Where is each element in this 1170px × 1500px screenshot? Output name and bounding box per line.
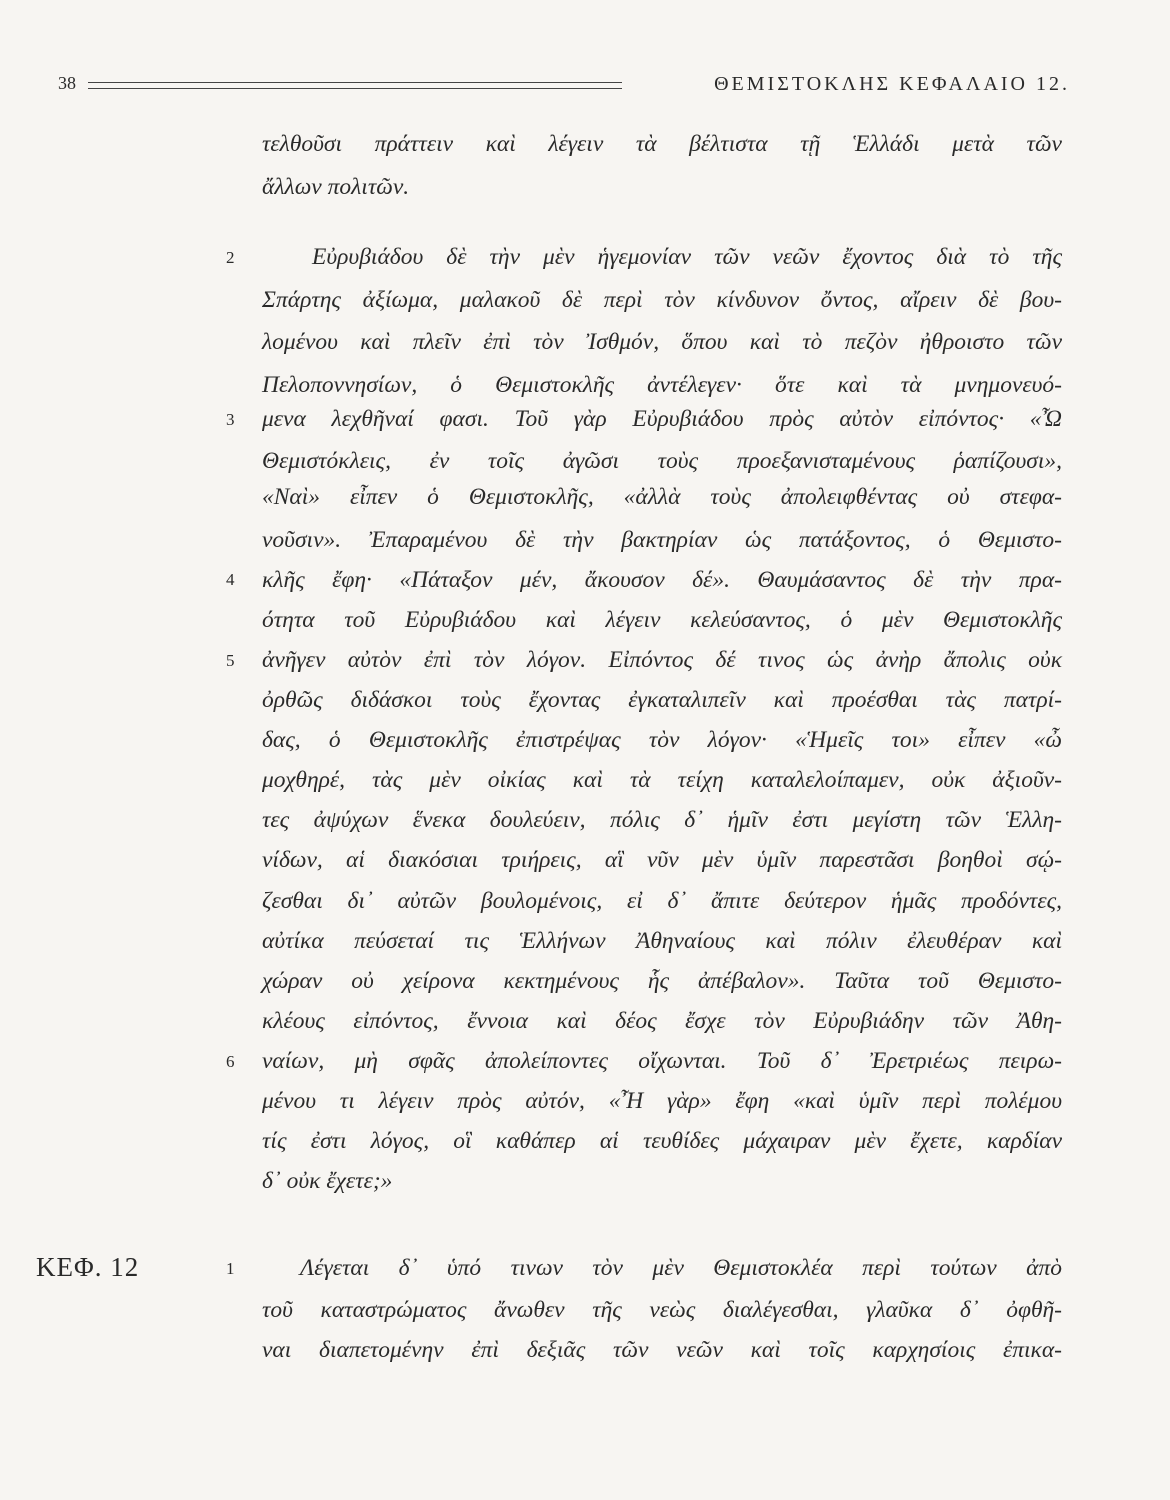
text-line: «Ναὶ» εἶπεν ὁ Θεμιστοκλῆς, «ἀλλὰ τοὺς ἀπολειφθέντας οὐ στεφα- bbox=[262, 484, 1062, 510]
text-line: ἄλλων πολιτῶν. bbox=[262, 174, 410, 200]
section-number: 5 bbox=[226, 651, 235, 670]
text-line: ὀρθῶς διδάσκοι τοὺς ἔχοντας ἐγκαταλιπεῖν καὶ προέσθαι τὰς πατρί- bbox=[262, 687, 1062, 713]
chapter-label: ΚΕΦ. 12 bbox=[36, 1252, 140, 1282]
section-number: 6 bbox=[226, 1052, 235, 1071]
running-title: ΘΕΜΙΣΤΟΚΛΗΣ ΚΕΦΑΛΑΙΟ 12. bbox=[714, 73, 1070, 95]
text-line: ἀνῆγεν αὐτὸν ἐπὶ τὸν λόγον. Εἰπόντος δέ τινος ὡς ἀνὴρ ἄπολις οὐκ bbox=[262, 647, 1062, 673]
text-line: τίς ἐστι λόγος, οἳ καθάπερ αἱ τευθίδες μάχαιραν μὲν ἔχετε, καρδίαν bbox=[262, 1128, 1062, 1154]
text-line: τελθοῦσι πράττειν καὶ λέγειν τὰ βέλτιστα τῇ Ἑλλάδι μετὰ τῶν bbox=[262, 131, 1062, 157]
text-line: δας, ὁ Θεμιστοκλῆς ἐπιστρέψας τὸν λόγον· «Ἡμεῖς τοι» εἶπεν «ὦ bbox=[262, 727, 1062, 753]
section-number: 4 bbox=[226, 570, 235, 589]
text-line: λομένου καὶ πλεῖν ἐπὶ τὸν Ἰσθμόν, ὅπου καὶ τὸ πεζὸν ἠθροιστο τῶν bbox=[262, 329, 1062, 355]
text-line: Θεμιστόκλεις, ἐν τοῖς ἀγῶσι τοὺς προεξανισταμένους ῥαπίζουσι», bbox=[262, 448, 1062, 474]
text-line: ναίων, μὴ σφᾶς ἀπολείποντες οἴχωνται. Τοῦ δ᾽ Ἐρετριέως πειρω- bbox=[262, 1048, 1062, 1074]
page-number: 38 bbox=[58, 73, 76, 93]
text-line: Πελοποννησίων, ὁ Θεμιστοκλῆς ἀντέλεγεν· ὅτε καὶ τὰ μνημονευό- bbox=[262, 372, 1062, 398]
section-number: 3 bbox=[226, 410, 235, 429]
text-line: μοχθηρέ, τὰς μὲν οἰκίας καὶ τὰ τείχη καταλελοίπαμεν, οὐκ ἀξιοῦν- bbox=[262, 767, 1062, 793]
running-header bbox=[58, 73, 1070, 103]
text-line: τες ἀψύχων ἕνεκα δουλεύειν, πόλις δ᾽ ἡμῖν ἐστι μεγίστη τῶν Ἑλλη- bbox=[262, 807, 1062, 833]
text-line: χώραν οὐ χείρονα κεκτημένους ἧς ἀπέβαλον». Ταῦτα τοῦ Θεμιστο- bbox=[262, 968, 1062, 994]
text-line: Εὐρυβιάδου δὲ τὴν μὲν ἡγεμονίαν τῶν νεῶν ἔχοντος διὰ τὸ τῆς bbox=[312, 244, 1062, 270]
text-line: Λέγεται δ᾽ ὑπό τινων τὸν μὲν Θεμιστοκλέα περὶ τούτων ἀπὸ bbox=[300, 1255, 1062, 1281]
text-line: κλέους εἰπόντος, ἔννοια καὶ δέος ἔσχε τὸν Εὐρυβιάδην τῶν Ἀθη- bbox=[262, 1008, 1062, 1034]
text-line: μενα λεχθῆναί φασι. Τοῦ γὰρ Εὐρυβιάδου πρὸς αὐτὸν εἰπόντος· «Ὦ bbox=[262, 406, 1062, 432]
section-number: 2 bbox=[226, 248, 235, 267]
header-rule bbox=[88, 82, 622, 89]
text-line: δ᾽ οὐκ ἔχετε;» bbox=[262, 1168, 393, 1194]
text-line: Σπάρτης ἀξίωμα, μαλακοῦ δὲ περὶ τὸν κίνδυνον ὄντος, αἴρειν δὲ βου- bbox=[262, 287, 1062, 313]
text-line: ζεσθαι δι᾽ αὐτῶν βουλομένοις, εἰ δ᾽ ἄπιτε δεύτερον ἡμᾶς προδόντες, bbox=[262, 888, 1062, 914]
text-line: μένου τι λέγειν πρὸς αὐτόν, «Ἦ γὰρ» ἔφη «καὶ ὑμῖν περὶ πολέμου bbox=[262, 1088, 1062, 1114]
text-line: νοῦσιν». Ἐπαραμένου δὲ τὴν βακτηρίαν ὡς πατάξοντος, ὁ Θεμιστο- bbox=[262, 527, 1062, 553]
text-line: αὐτίκα πεύσεταί τις Ἑλλήνων Ἀθηναίους καὶ πόλιν ἐλευθέραν καὶ bbox=[262, 928, 1062, 954]
text-line: κλῆς ἔφη· «Πάταξον μέν, ἄκουσον δέ». Θαυμάσαντος δὲ τὴν πρα- bbox=[262, 567, 1062, 593]
text-line: νίδων, αἱ διακόσιαι τριήρεις, αἳ νῦν μὲν ὑμῖν παρεστᾶσι βοηθοὶ σῴ- bbox=[262, 847, 1062, 873]
section-number: 1 bbox=[226, 1259, 235, 1278]
text-line: ναι διαπετομένην ἐπὶ δεξιᾶς τῶν νεῶν καὶ τοῖς καρχησίοις ἐπικα- bbox=[262, 1337, 1062, 1363]
text-line: ότητα τοῦ Εὐρυβιάδου καὶ λέγειν κελεύσαντος, ὁ μὲν Θεμιστοκλῆς bbox=[262, 607, 1062, 633]
text-line: τοῦ καταστρώματος ἄνωθεν τῆς νεὼς διαλέγεσθαι, γλαῦκα δ᾽ ὀφθῆ- bbox=[262, 1297, 1062, 1323]
